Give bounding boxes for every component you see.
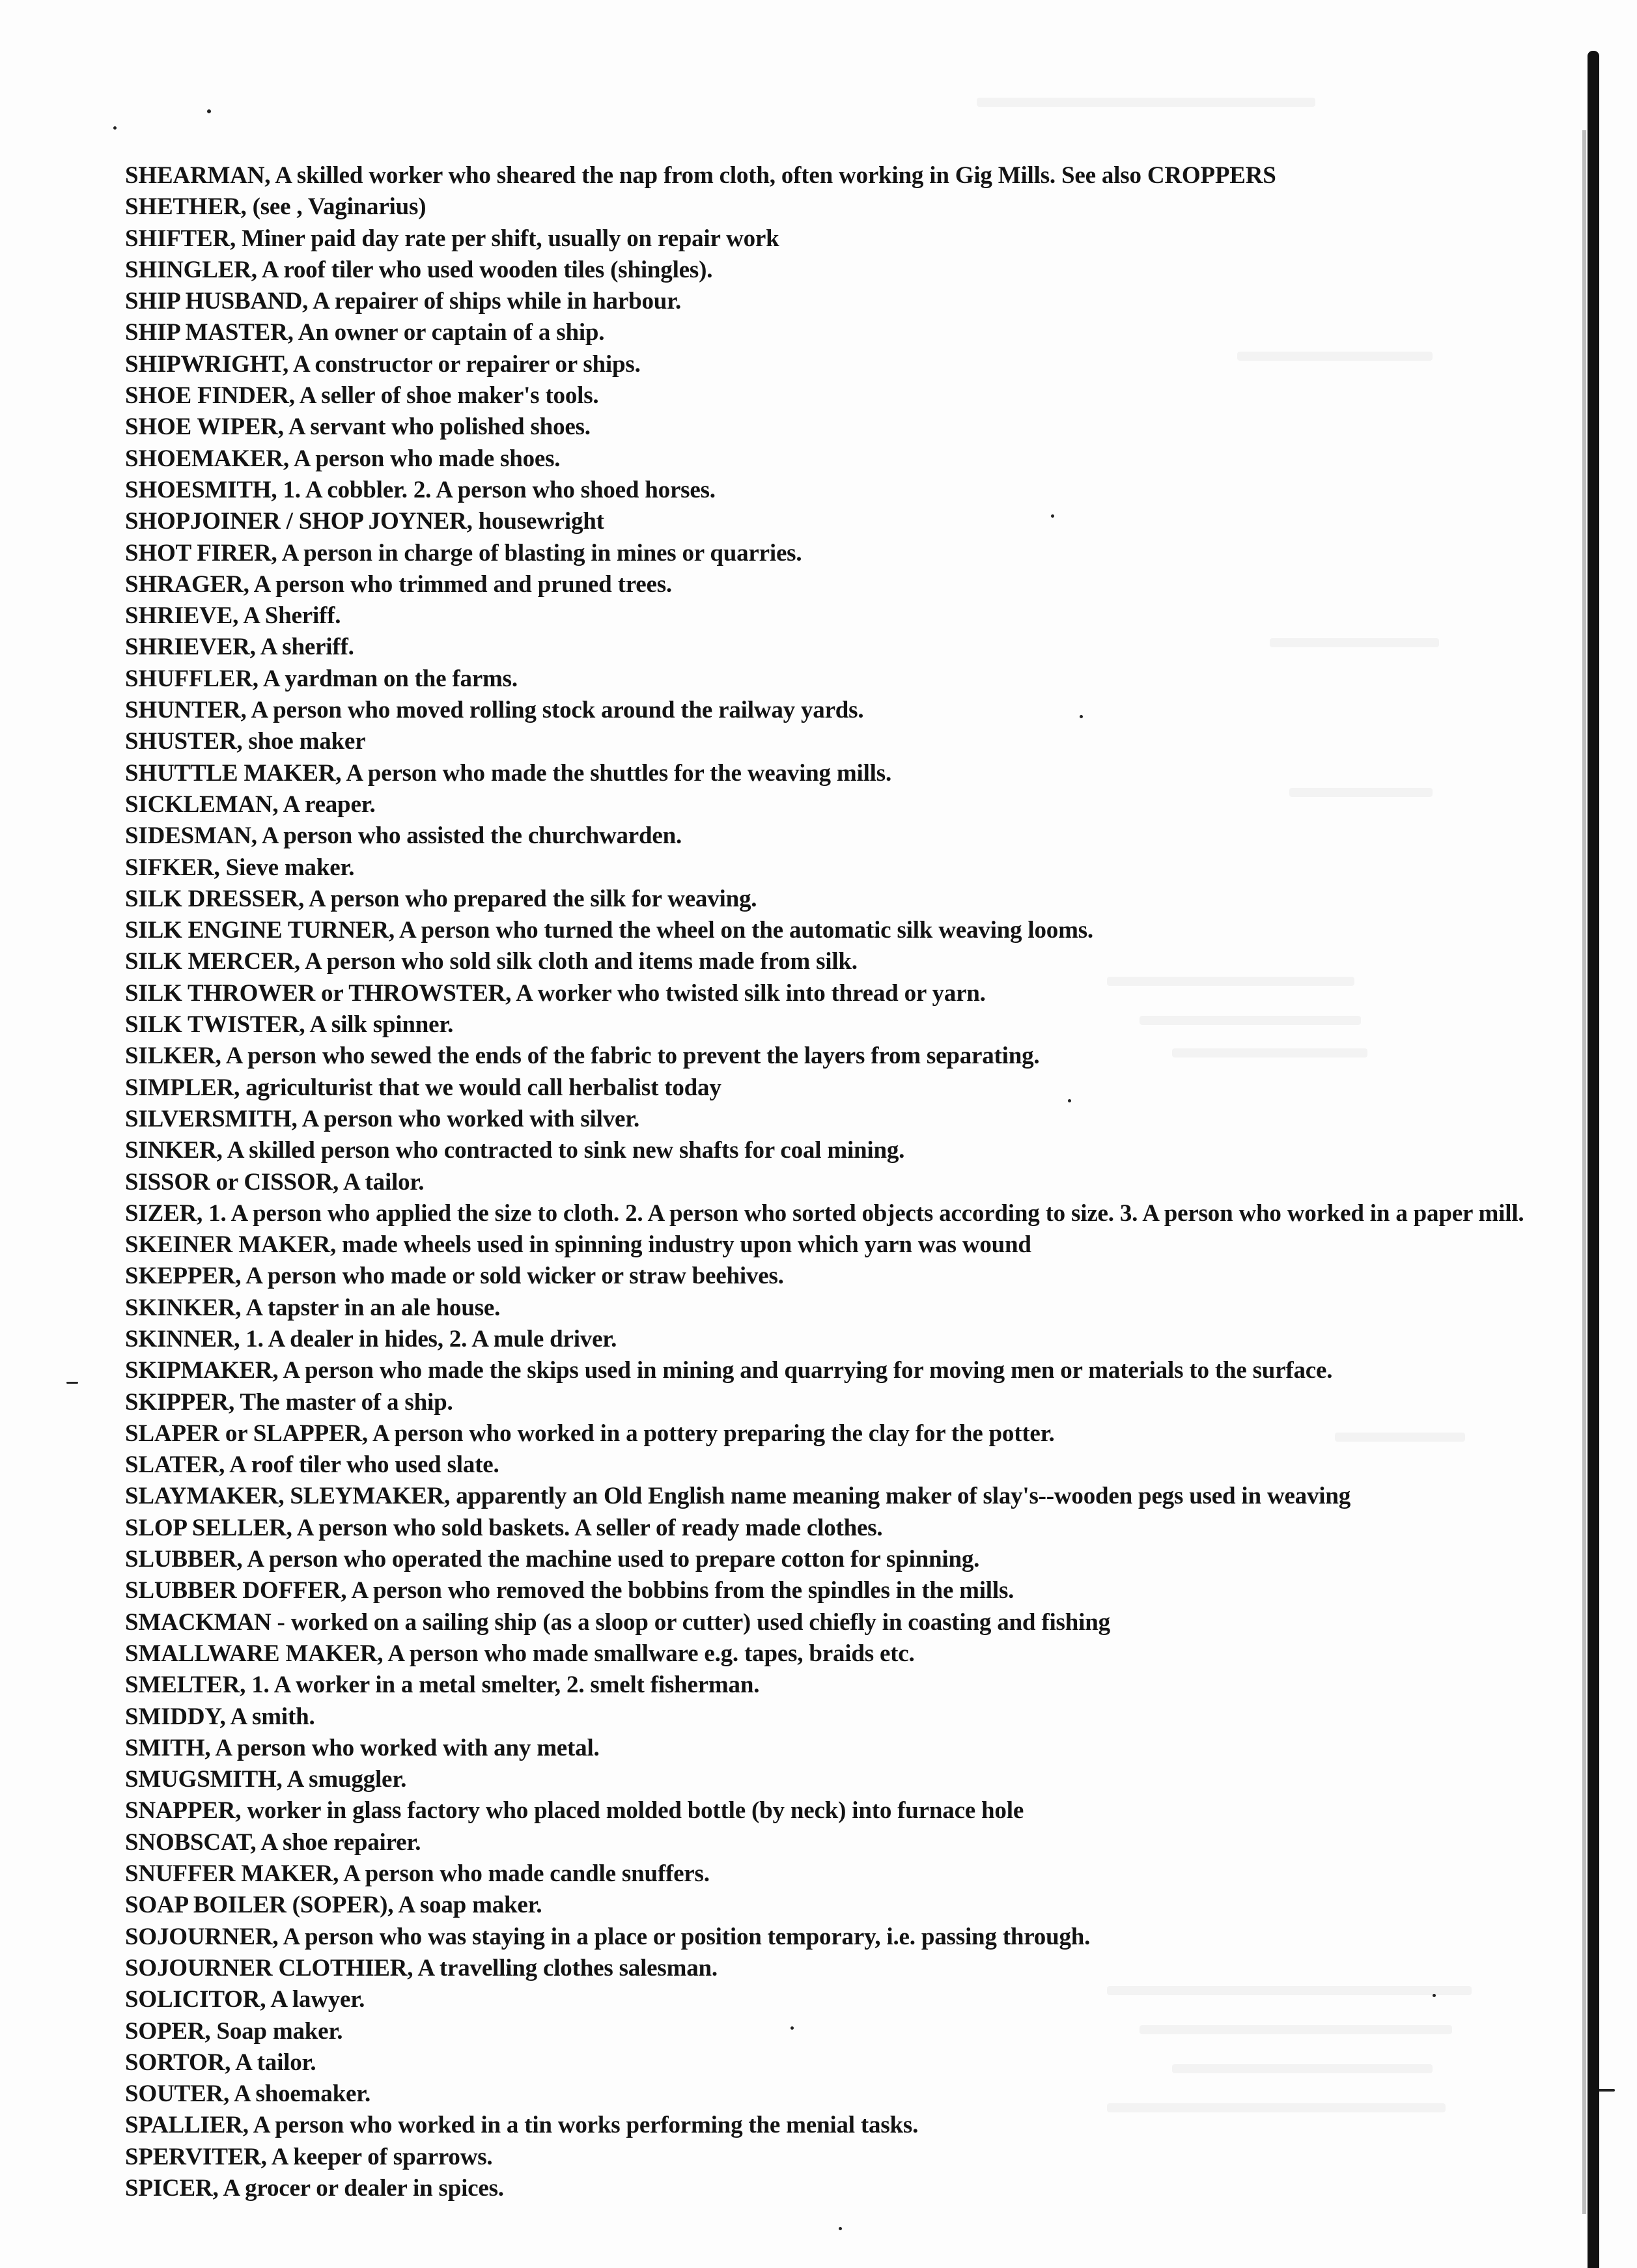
scan-speck <box>839 2227 842 2230</box>
glossary-entry: SHRAGER, A person who trimmed and pruned trees. <box>125 570 672 598</box>
glossary-entry: SPALLIER, A person who worked in a tin works performing the menial tasks. <box>125 2112 919 2139</box>
glossary-entry: SKIPPER, The master of a ship. <box>125 1388 453 1416</box>
glossary-entry: SHOEMAKER, A person who made shoes. <box>125 445 561 472</box>
glossary-entry: SHOESMITH, 1. A cobbler. 2. A person who shoed horses. <box>125 476 716 503</box>
glossary-entry: SINKER, A skilled person who contracted to sink new shafts for coal mining. <box>125 1137 905 1164</box>
glossary-entry: SORTOR, A tailor. <box>125 2049 316 2076</box>
glossary-entry: SHOT FIRER, A person in charge of blasting in mines or quarries. <box>125 539 802 567</box>
glossary-entry: SHUSTER, shoe maker <box>125 728 366 755</box>
glossary-entry: SHIFTER, Miner paid day rate per shift, usually on repair work <box>125 225 779 252</box>
glossary-entry: SHOE WIPER, A servant who polished shoes. <box>125 413 591 441</box>
binding-shadow <box>1582 130 1586 2214</box>
glossary-entry: SLAYMAKER, SLEYMAKER, apparently an Old English name meaning maker of slay's--wooden pegs used in weaving <box>125 1483 1351 1510</box>
glossary-entry: SILK DRESSER, A person who prepared the silk for weaving. <box>125 885 757 912</box>
glossary-entry: SMALLWARE MAKER, A person who made smallware e.g. tapes, braids etc. <box>125 1640 915 1667</box>
scan-speck <box>66 1382 78 1384</box>
glossary-entry: SHRIEVER, A sheriff. <box>125 634 354 661</box>
glossary-entry: SMUGSMITH, A smuggler. <box>125 1766 407 1793</box>
glossary-entry: SIMPLER, agriculturist that we would call herbalist today <box>125 1074 721 1101</box>
glossary-entry: SOJOURNER, A person who was staying in a place or position temporary, i.e. passing through. <box>125 1923 1091 1950</box>
glossary-entry: SOJOURNER CLOTHIER, A travelling clothes salesman. <box>125 1954 718 1981</box>
glossary-entry: SPICER, A grocer or dealer in spices. <box>125 2175 504 2202</box>
glossary-entry: SHUFFLER, A yardman on the farms. <box>125 665 518 692</box>
glossary-entry: SLUBBER DOFFER, A person who removed the bobbins from the spindles in the mills. <box>125 1577 1014 1604</box>
glossary-entry: SNUFFER MAKER, A person who made candle snuffers. <box>125 1860 710 1888</box>
glossary-entry: SHUTTLE MAKER, A person who made the shuttles for the weaving mills. <box>125 759 891 787</box>
glossary-entry: SILK MERCER, A person who sold silk cloth and items made from silk. <box>125 948 858 975</box>
glossary-entry: SNAPPER, worker in glass factory who placed molded bottle (by neck) into furnace hole <box>125 1797 1024 1825</box>
glossary-entry: SILK THROWER or THROWSTER, A worker who twisted silk into thread or yarn. <box>125 979 986 1007</box>
binding-edge <box>1588 51 1599 2268</box>
glossary-entry: SHOPJOINER / SHOP JOYNER, housewright <box>125 508 604 535</box>
glossary-entry: SILVERSMITH, A person who worked with silver. <box>125 1105 640 1132</box>
glossary-entry: SIDESMAN, A person who assisted the churchwarden. <box>125 822 682 850</box>
glossary-entry: SIFKER, Sieve maker. <box>125 854 355 881</box>
glossary-entry: SMIDDY, A smith. <box>125 1703 315 1730</box>
glossary-entry: SHRIEVE, A Sheriff. <box>125 602 341 630</box>
glossary-entry: SKEINER MAKER, made wheels used in spinning industry upon which yarn was wound <box>125 1231 1031 1259</box>
glossary-entry: SOUTER, A shoemaker. <box>125 2080 371 2108</box>
glossary-entry: SLOP SELLER, A person who sold baskets. A seller of ready made clothes. <box>125 1514 883 1541</box>
glossary-entry: SKIPMAKER, A person who made the skips used in mining and quarrying for moving men or materials to the surface. <box>125 1357 1333 1384</box>
scan-speck <box>113 126 117 130</box>
scan-speck <box>207 109 211 113</box>
glossary-entry: SKINNER, 1. A dealer in hides, 2. A mule driver. <box>125 1325 617 1352</box>
glossary-entry: SHIP MASTER, An owner or captain of a ship. <box>125 319 605 346</box>
glossary-entry: SHIPWRIGHT, A constructor or repairer or ships. <box>125 350 641 378</box>
glossary-entry: SHETHER, (see , Vaginarius) <box>125 193 427 221</box>
glossary-entry: SICKLEMAN, A reaper. <box>125 791 376 818</box>
glossary-entry: SHIP HUSBAND, A repairer of ships while in harbour. <box>125 288 682 315</box>
glossary-entry: SNOBSCAT, A shoe repairer. <box>125 1828 421 1856</box>
glossary-entry: SILKER, A person who sewed the ends of the fabric to prevent the layers from separating. <box>125 1043 1040 1070</box>
bleed-through-mark <box>977 98 1315 107</box>
glossary-entry: SHEARMAN, A skilled worker who sheared the nap from cloth, often working in Gig Mills. See also CROPPERS <box>125 162 1276 189</box>
glossary-entry: SKINKER, A tapster in an ale house. <box>125 1294 501 1321</box>
glossary-entry: SISSOR or CISSOR, A tailor. <box>125 1168 425 1196</box>
glossary-entry: SIZER, 1. A person who applied the size to cloth. 2. A person who sorted objects according to size. 3. A person who worked in a paper mill. <box>125 1199 1524 1227</box>
glossary-entry: SKEPPER, A person who made or sold wicker or straw beehives. <box>125 1263 784 1290</box>
glossary-entry: SLAPER or SLAPPER, A person who worked in a pottery preparing the clay for the potter. <box>125 1420 1055 1447</box>
glossary-entry: SLUBBER, A person who operated the machine used to prepare cotton for spinning. <box>125 1546 980 1573</box>
glossary-entry: SMACKMAN - worked on a sailing ship (as a sloop or cutter) used chiefly in coasting and fishing <box>125 1608 1110 1636</box>
glossary-entry: SHOE FINDER, A seller of shoe maker's tools. <box>125 382 599 410</box>
glossary-entry: SILK ENGINE TURNER, A person who turned the wheel on the automatic silk weaving looms. <box>125 917 1093 944</box>
glossary-entry: SOLICITOR, A lawyer. <box>125 1986 365 2013</box>
glossary-entry: SMITH, A person who worked with any metal. <box>125 1734 600 1761</box>
glossary-entry: SOAP BOILER (SOPER), A soap maker. <box>125 1892 542 1919</box>
glossary-entry: SMELTER, 1. A worker in a metal smelter, 2. smelt fisherman. <box>125 1672 760 1699</box>
glossary-entry: SLATER, A roof tiler who used slate. <box>125 1451 499 1479</box>
occupation-glossary-list <box>125 160 1571 2204</box>
glossary-entry: SHUNTER, A person who moved rolling stock around the railway yards. <box>125 697 864 724</box>
glossary-entry: SOPER, Soap maker. <box>125 2017 343 2045</box>
glossary-entry: SHINGLER, A roof tiler who used wooden tiles (shingles). <box>125 256 713 283</box>
glossary-entry: SPERVITER, A keeper of sparrows. <box>125 2143 493 2170</box>
glossary-entry: SILK TWISTER, A silk spinner. <box>125 1011 454 1039</box>
